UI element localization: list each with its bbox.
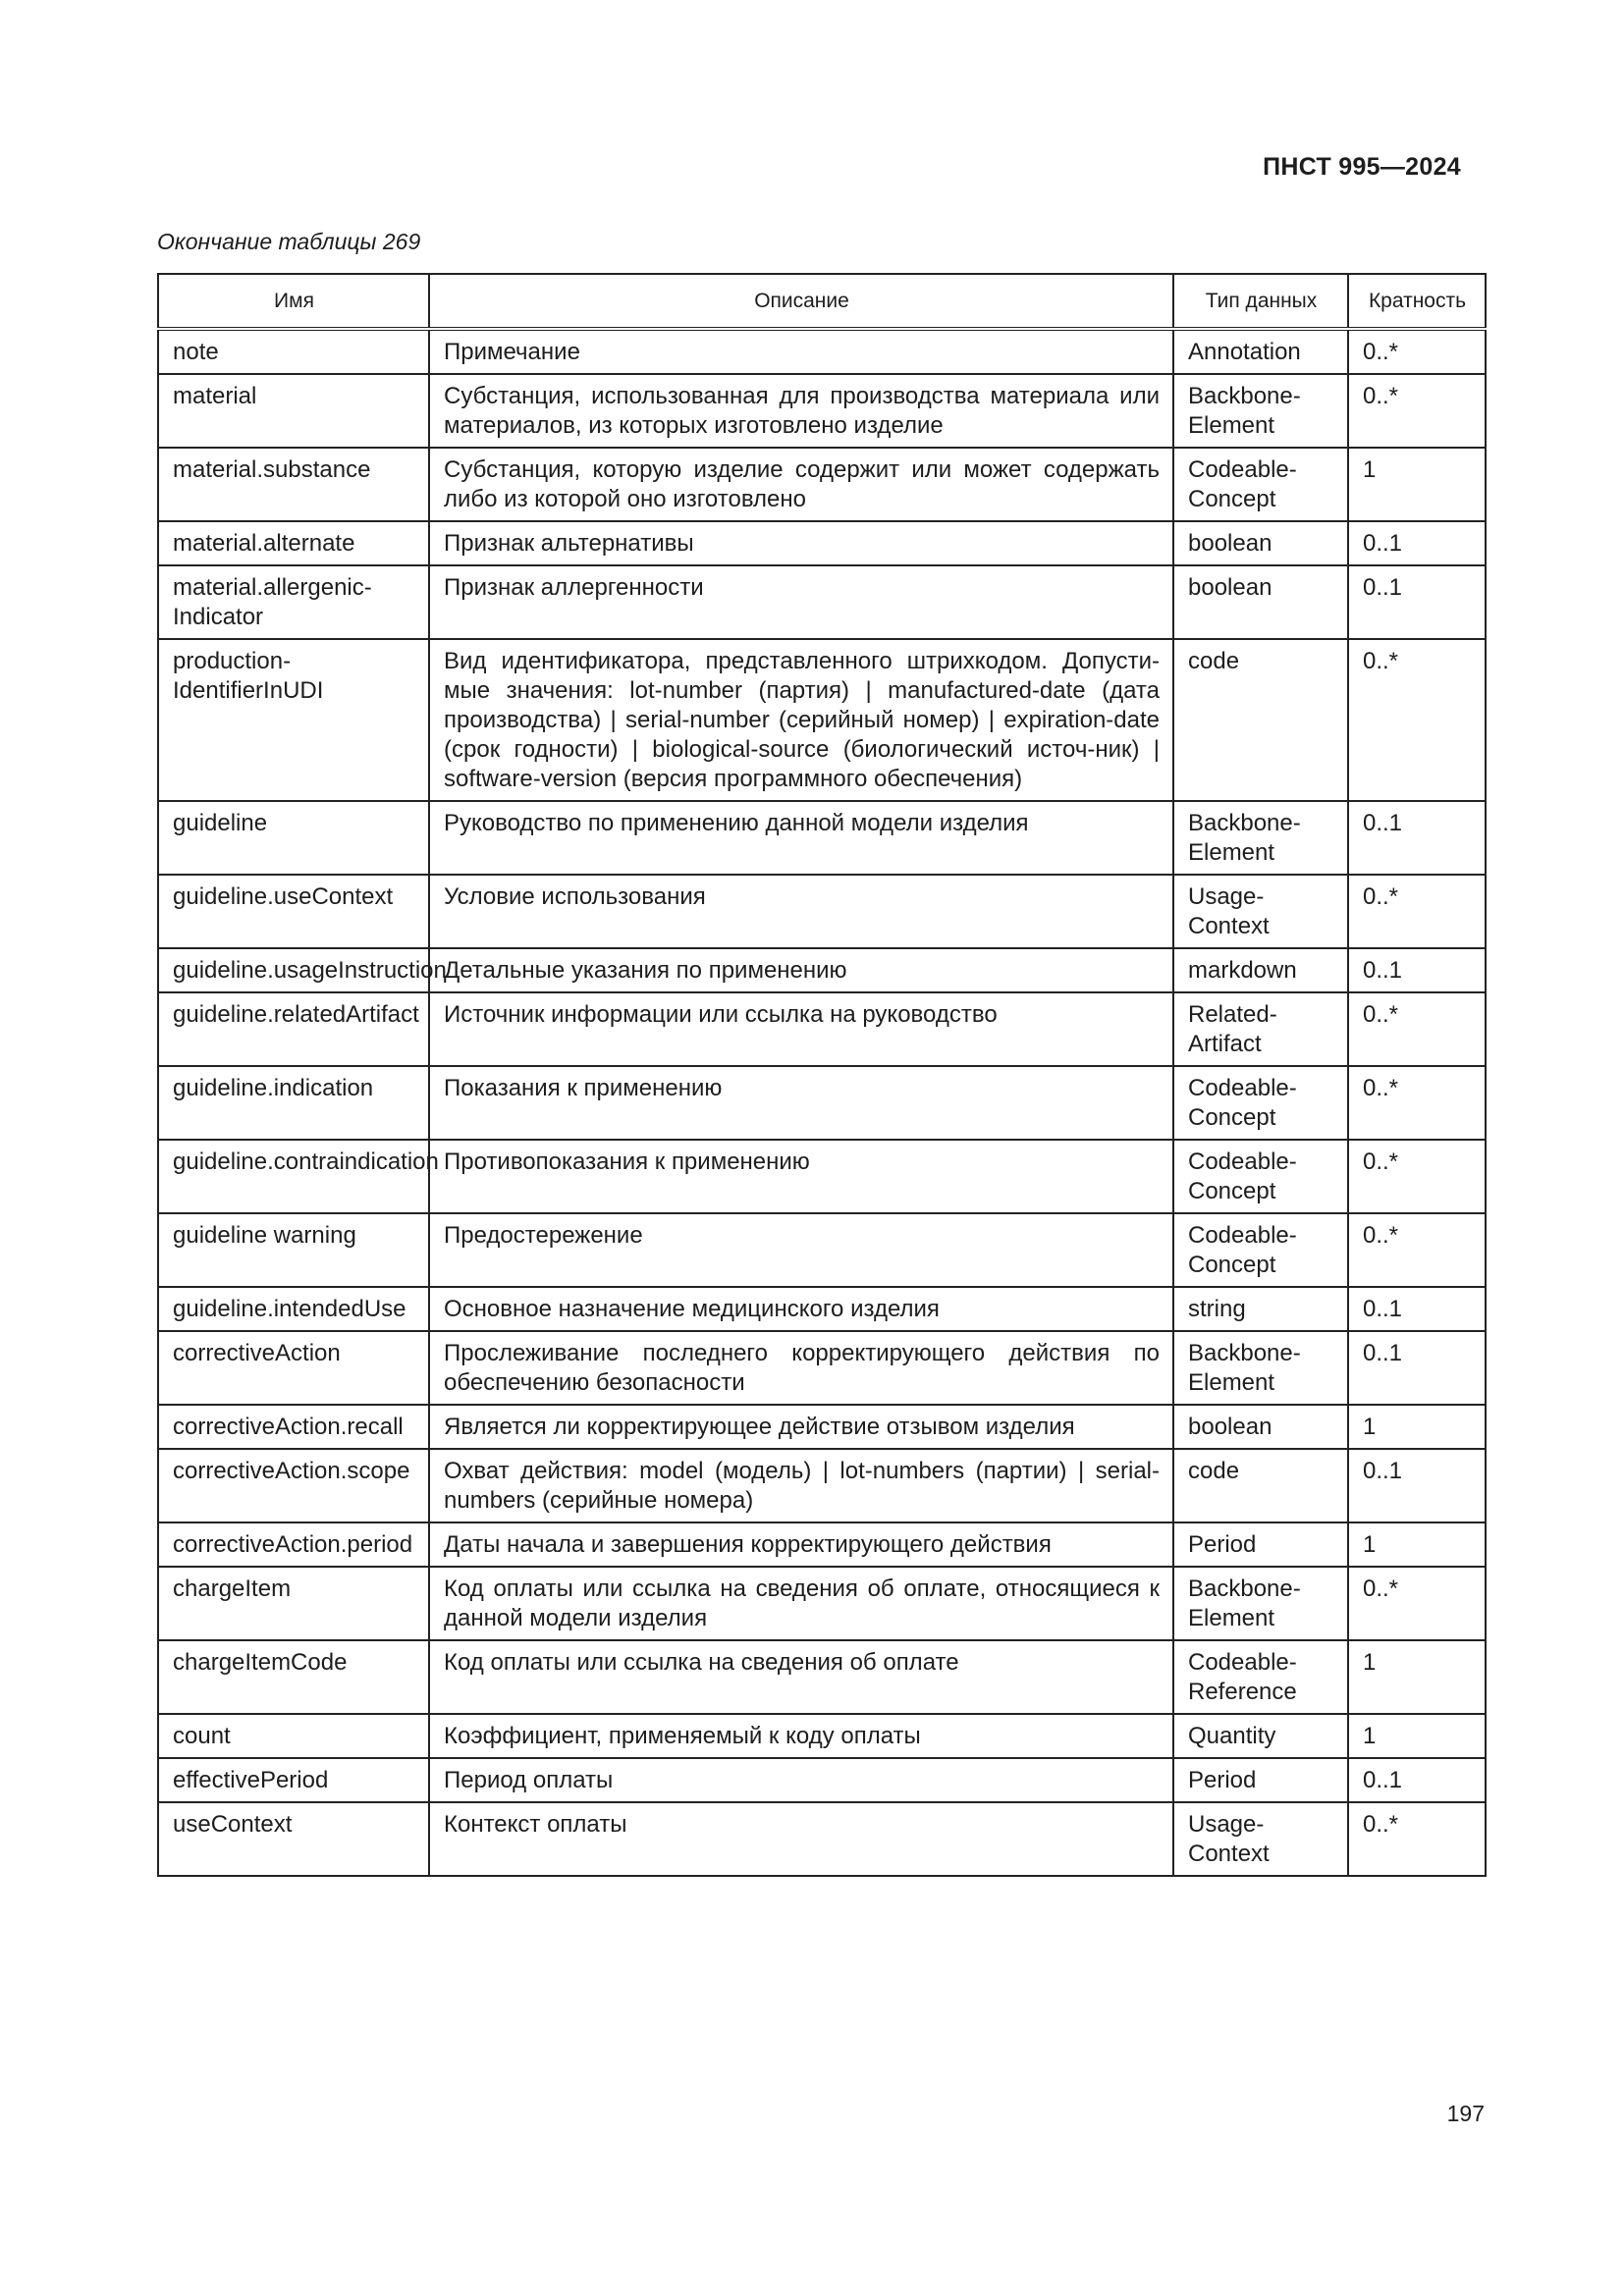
cell-name: correctiveAction.period [158, 1522, 429, 1567]
table-row [158, 1213, 1486, 1287]
cell-cardinality: 0..* [1348, 1213, 1486, 1287]
cell-name: guideline.usageInstruction [158, 948, 429, 992]
table-row [158, 1331, 1486, 1405]
cell-name: guideline.intendedUse [158, 1287, 429, 1331]
cell-name: note [158, 329, 429, 374]
table-row [158, 1066, 1486, 1140]
cell-name: material.allergenic-Indicator [158, 565, 429, 639]
cell-description: Предостережение [429, 1213, 1173, 1287]
page-number: 197 [1446, 2101, 1485, 2126]
cell-description: Источник информации или ссылка на руководство [429, 992, 1173, 1066]
cell-type: Backbone-Element [1173, 1331, 1348, 1405]
cell-name: chargeItem [158, 1567, 429, 1640]
column-header-description: Описание [429, 274, 1173, 329]
cell-cardinality: 0..* [1348, 1567, 1486, 1640]
cell-cardinality: 0..* [1348, 875, 1486, 948]
cell-name: guideline.useContext [158, 875, 429, 948]
cell-name: material.substance [158, 448, 429, 521]
cell-name: guideline.relatedArtifact [158, 992, 429, 1066]
cell-type: Backbone-Element [1173, 1567, 1348, 1640]
cell-type: Quantity [1173, 1714, 1348, 1758]
cell-description: Признак альтернативы [429, 521, 1173, 565]
column-header-name: Имя [158, 274, 429, 329]
table-row [158, 992, 1486, 1066]
cell-type: Backbone-Element [1173, 374, 1348, 448]
table-row [158, 374, 1486, 448]
cell-description: Коэффициент, применяемый к коду оплаты [429, 1714, 1173, 1758]
table-row [158, 1140, 1486, 1213]
table-body [158, 329, 1486, 1876]
cell-description: Код оплаты или ссылка на сведения об оплате, относящиеся к данной модели изделия [429, 1567, 1173, 1640]
table-row [158, 1758, 1486, 1802]
cell-name: correctiveAction.recall [158, 1405, 429, 1449]
table-row [158, 1287, 1486, 1331]
table-header-row [158, 274, 1486, 329]
table-row [158, 1714, 1486, 1758]
table-caption: Окончание таблицы 269 [157, 229, 421, 254]
cell-type: Codeable-Concept [1173, 1213, 1348, 1287]
cell-type: Period [1173, 1522, 1348, 1567]
cell-type: code [1173, 639, 1348, 801]
cell-cardinality: 0..1 [1348, 1287, 1486, 1331]
spec-table [157, 273, 1487, 1877]
cell-cardinality: 0..1 [1348, 1449, 1486, 1522]
cell-name: material [158, 374, 429, 448]
cell-name: guideline warning [158, 1213, 429, 1287]
cell-description: Руководство по применению данной модели изделия [429, 801, 1173, 875]
table-row [158, 521, 1486, 565]
table-row [158, 875, 1486, 948]
cell-cardinality: 0..* [1348, 1066, 1486, 1140]
cell-cardinality: 0..1 [1348, 948, 1486, 992]
cell-name: correctiveAction [158, 1331, 429, 1405]
table-row [158, 1640, 1486, 1714]
cell-name: useContext [158, 1802, 429, 1876]
cell-description: Признак аллергенности [429, 565, 1173, 639]
cell-name: production-IdentifierInUDI [158, 639, 429, 801]
cell-description: Код оплаты или ссылка на сведения об оплате [429, 1640, 1173, 1714]
cell-type: Usage-Context [1173, 1802, 1348, 1876]
cell-description: Субстанция, использованная для производства материала или материалов, из которых изготовлено изделие [429, 374, 1173, 448]
cell-cardinality: 0..1 [1348, 565, 1486, 639]
cell-cardinality: 0..* [1348, 639, 1486, 801]
cell-type: boolean [1173, 565, 1348, 639]
cell-type: code [1173, 1449, 1348, 1522]
cell-cardinality: 1 [1348, 1405, 1486, 1449]
cell-description: Является ли корректирующее действие отзывом изделия [429, 1405, 1173, 1449]
cell-cardinality: 1 [1348, 1714, 1486, 1758]
cell-cardinality: 0..* [1348, 329, 1486, 374]
cell-cardinality: 0..* [1348, 992, 1486, 1066]
table-row [158, 1449, 1486, 1522]
cell-description: Детальные указания по применению [429, 948, 1173, 992]
table-row [158, 1522, 1486, 1567]
cell-cardinality: 0..* [1348, 374, 1486, 448]
cell-type: Period [1173, 1758, 1348, 1802]
cell-description: Условие использования [429, 875, 1173, 948]
cell-description: Контекст оплаты [429, 1802, 1173, 1876]
cell-cardinality: 0..1 [1348, 1758, 1486, 1802]
cell-type: boolean [1173, 1405, 1348, 1449]
cell-name: chargeItemCode [158, 1640, 429, 1714]
table-row [158, 448, 1486, 521]
document-id: ПНСТ 995—2024 [1263, 153, 1461, 181]
cell-cardinality: 1 [1348, 1522, 1486, 1567]
column-header-cardinality: Кратность [1348, 274, 1486, 329]
cell-type: Usage-Context [1173, 875, 1348, 948]
cell-type: Annotation [1173, 329, 1348, 374]
column-header-type: Тип данных [1173, 274, 1348, 329]
table-row [158, 948, 1486, 992]
cell-type: Codeable-Concept [1173, 1066, 1348, 1140]
cell-cardinality: 0..* [1348, 1802, 1486, 1876]
table-row [158, 1567, 1486, 1640]
cell-cardinality: 0..* [1348, 1140, 1486, 1213]
cell-description: Противопоказания к применению [429, 1140, 1173, 1213]
cell-type: boolean [1173, 521, 1348, 565]
cell-type: Backbone-Element [1173, 801, 1348, 875]
cell-description: Субстанция, которую изделие содержит или может содержать либо из которой оно изготовлено [429, 448, 1173, 521]
cell-name: guideline.indication [158, 1066, 429, 1140]
cell-description: Основное назначение медицинского изделия [429, 1287, 1173, 1331]
cell-type: Codeable-Concept [1173, 448, 1348, 521]
table-row [158, 639, 1486, 801]
cell-name: correctiveAction.scope [158, 1449, 429, 1522]
cell-name: effectivePeriod [158, 1758, 429, 1802]
cell-cardinality: 0..1 [1348, 521, 1486, 565]
cell-cardinality: 1 [1348, 448, 1486, 521]
cell-description: Период оплаты [429, 1758, 1173, 1802]
cell-type: markdown [1173, 948, 1348, 992]
table-row [158, 565, 1486, 639]
cell-cardinality: 1 [1348, 1640, 1486, 1714]
cell-cardinality: 0..1 [1348, 1331, 1486, 1405]
cell-description: Охват действия: model (модель) | lot-numbers (партии) | serial-numbers (серийные номера) [429, 1449, 1173, 1522]
cell-description: Примечание [429, 329, 1173, 374]
cell-type: Codeable-Reference [1173, 1640, 1348, 1714]
cell-description: Даты начала и завершения корректирующего действия [429, 1522, 1173, 1567]
cell-type: Related-Artifact [1173, 992, 1348, 1066]
table-row [158, 1405, 1486, 1449]
cell-name: count [158, 1714, 429, 1758]
cell-type: Codeable-Concept [1173, 1140, 1348, 1213]
table-row [158, 1802, 1486, 1876]
cell-description: Вид идентификатора, представленного штрихкодом. Допусти-мые значения: lot-number (партия) | manufactured-date (дата производства) | serial-number (серийный номер) | expiration-date (срок годности) | biological-source (биологический источ-ник) | software-version (версия программного обеспечения) [429, 639, 1173, 801]
cell-name: guideline.contraindication [158, 1140, 429, 1213]
table-row [158, 801, 1486, 875]
cell-name: guideline [158, 801, 429, 875]
cell-description: Показания к применению [429, 1066, 1173, 1140]
cell-name: material.alternate [158, 521, 429, 565]
cell-cardinality: 0..1 [1348, 801, 1486, 875]
cell-type: string [1173, 1287, 1348, 1331]
table-row [158, 329, 1486, 374]
cell-description: Прослеживание последнего корректирующего действия по обеспечению безопасности [429, 1331, 1173, 1405]
